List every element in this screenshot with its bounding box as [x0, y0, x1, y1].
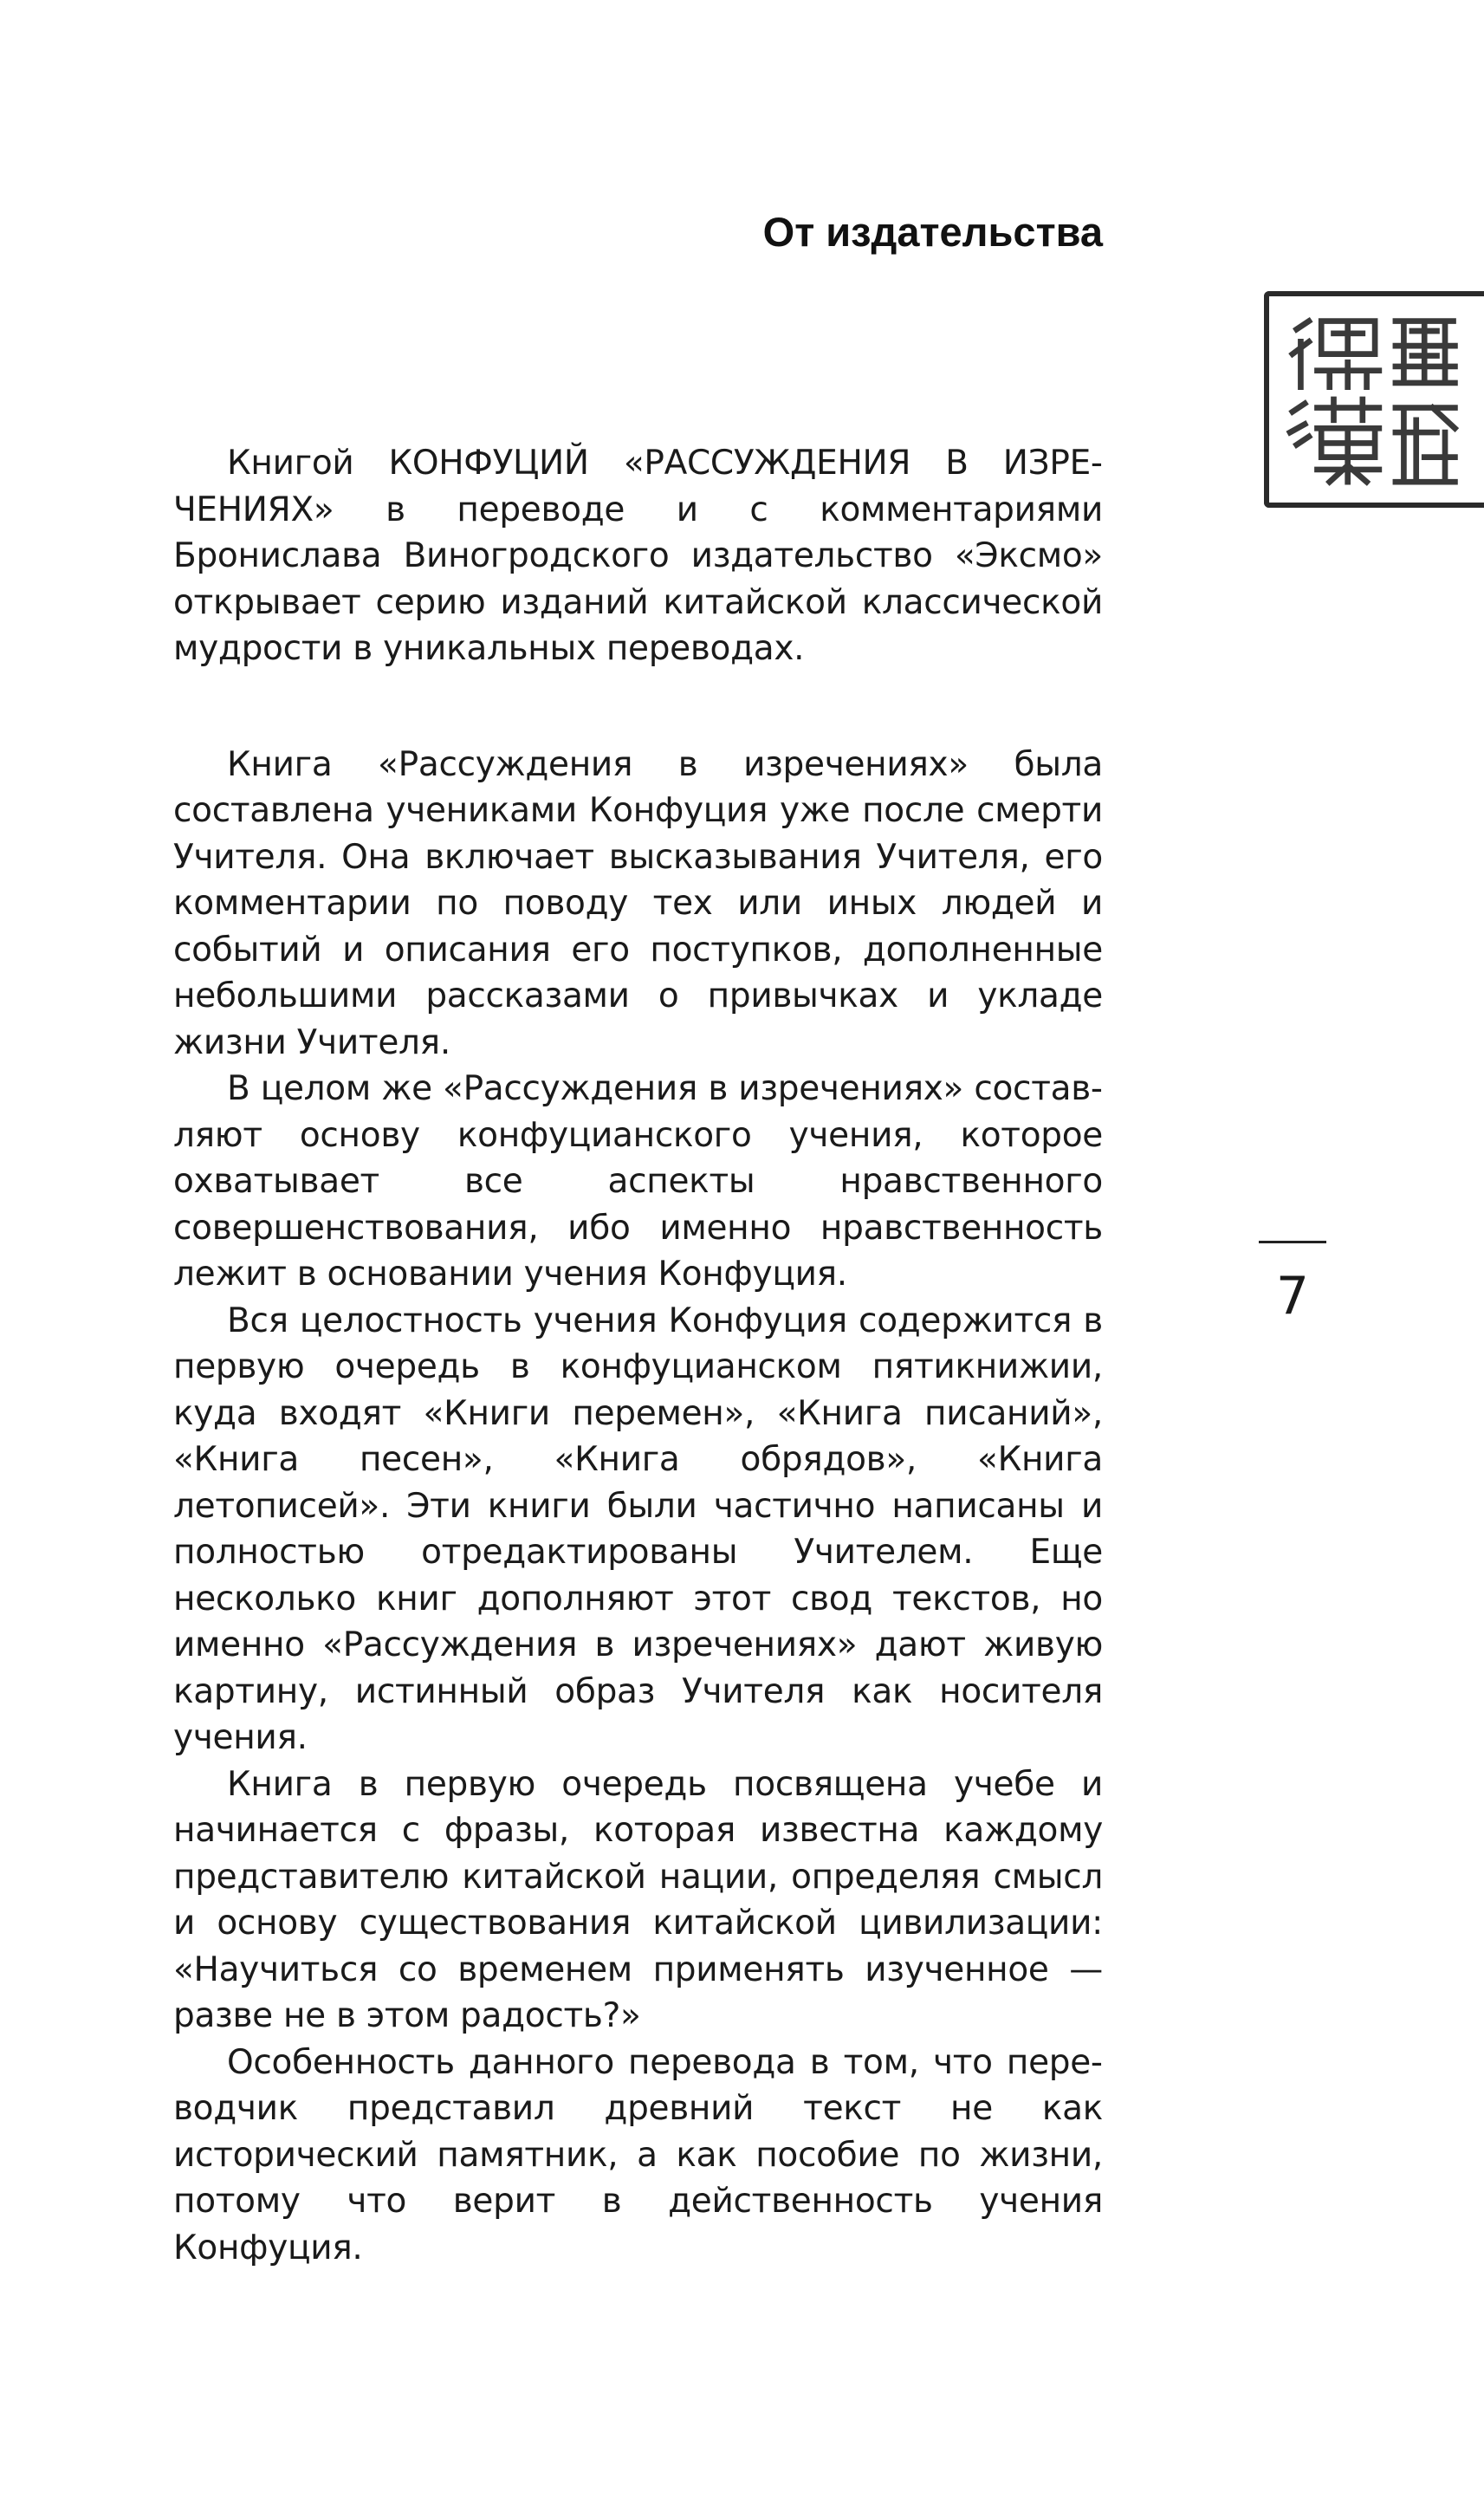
chinese-seal-icon	[1264, 291, 1484, 508]
page-number-rule	[1259, 1241, 1326, 1243]
paragraph: Книга в первую очередь посвящена учебе и начинается с фразы, которая известна каждому представителю китайской нации, определяя смысл и основу существования китайской цивилизации: «Научиться со временем применять изученное — разве не в этом радость?»	[173, 1764, 1103, 2035]
body-text	[173, 440, 1103, 2271]
paragraph: В целом же «Рассуждения в изречениях» составляют основу конфуцианского учения, которое охватывает все аспекты нравственного совершенствования, ибо именно нравственность лежит в основании учения Конфуция.	[173, 1069, 1103, 1294]
paragraph: Книгой КОНФУЦИЙ «РАССУЖДЕНИЯ В ИЗРЕЧЕНИЯХ» в переводе и с комментариями Бронислава Виногродского издательство «Эксмо» открывает серию изданий китайской классической мудрости в уникальных переводах.	[173, 444, 1103, 668]
page-number: 7	[1275, 1266, 1310, 1327]
page-title: От издательства	[762, 209, 1103, 255]
seal-glyphs	[1269, 296, 1484, 503]
paragraph: Особенность данного перевода в том, что переводчик представил древний текст не как исторический памятник, а как пособие по жизни, потому что верит в действенность учения Конфуция.	[173, 2042, 1103, 2267]
paragraph: Вся целостность учения Конфуция содержится в первую очередь в конфуцианском пятикнижии, куда входят «Книги перемен», «Книга писаний», «Книга песен», «Книга обрядов», «Книга летописей». Эти книги были частично написаны и полностью отредактированы Учителем. Еще несколько книг дополняют этот свод текстов, но именно «Рассуждения в изречениях» дают живую картину, истинный образ Учителя как носителя учения.	[173, 1301, 1103, 1757]
paragraph: Книга «Рассуждения в изречениях» была составлена учениками Конфуция уже после смерти Учителя. Она включает высказывания Учителя, его комментарии по поводу тех или иных людей и событий и описания его поступков, дополненные небольшими рассказами о привычках и укладе жизни Учителя.	[173, 744, 1103, 1062]
